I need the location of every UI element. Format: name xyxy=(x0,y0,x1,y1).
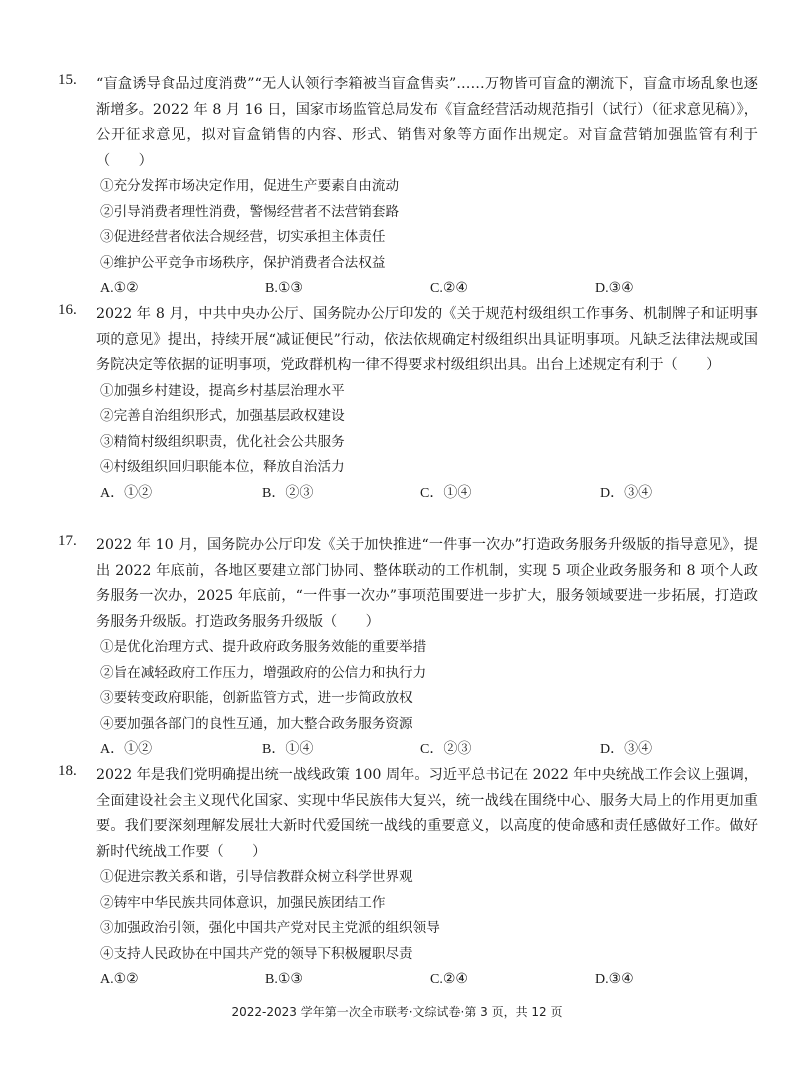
question-stem: 2022 年是我们党明确提出统一战线政策 100 周年。习近平总书记在 2022 年中央统战工作会议上强调，全面建设社会主义现代化国家、实现中华民族伟大复兴，统一战线在围绕中心、服务大局上的作用更加重要。我们要深刻理解发展壮大新时代爱国统一战线的重要意义，以高度的使命感和责任感做好工作。做好新时代统战工作要（ ） xyxy=(96,767,758,860)
statement-option: ①促进宗教关系和谐，引导信教群众树立科学世界观 xyxy=(100,869,413,885)
question-number: 17. xyxy=(58,533,77,549)
statement-option: ②完善自治组织形式，加强基层政权建设 xyxy=(100,408,345,424)
choice-a[interactable]: A.①② xyxy=(100,281,139,296)
statement-option: ③要转变政府职能，创新监管方式，进一步简政放权 xyxy=(100,690,413,706)
choice-d[interactable]: D.③④ xyxy=(595,972,634,987)
statement-option: ③促进经营者依法合规经营，切实承担主体责任 xyxy=(100,229,386,245)
question-stem: 2022 年 10 月，国务院办公厅印发《关于加快推进“一件事一次办”打造政务服务升级版的指导意见》，提出 2022 年底前，各地区要建立部门协同、整体联动的工作机制，实现 5 项企业政务服务和 8 项个人政务服务一次办，2025 年底前，“一件事一次办”事项范围要进一步扩大，服务领域要进一步拓展，打造政务服务升级版。打造政务服务升级版（ ） xyxy=(96,537,758,630)
question-number: 16. xyxy=(58,302,77,318)
statement-option: ②铸牢中华民族共同体意识，加强民族团结工作 xyxy=(100,894,386,911)
choice-d[interactable]: D．③④ xyxy=(600,485,653,501)
answer-choices xyxy=(100,737,758,763)
choice-c[interactable]: C．①④ xyxy=(420,485,472,501)
answer-choices xyxy=(100,276,758,302)
question-stem: 2022 年 8 月，中共中央办公厅、国务院办公厅印发的《关于规范村级组织工作事务、机制牌子和证明事项的意见》提出，持续开展“减证便民”行动，依法依规确定村级组织出具证明事项。凡缺乏法律法规或国务院决定等依据的证明事项，党政群机构一律不得要求村级组织出具。出台上述规定有利于（ ） xyxy=(96,306,758,373)
statement-option: ②引导消费者理性消费，警惕经营者不法营销套路 xyxy=(100,203,400,220)
choice-a[interactable]: A．①② xyxy=(100,485,153,501)
question-18 xyxy=(58,763,758,993)
answer-choices xyxy=(100,967,758,993)
choice-c[interactable]: C.②④ xyxy=(430,972,468,987)
statement-option: ③加强政治引领，强化中国共产党对民主党派的组织领导 xyxy=(100,920,440,936)
statement-option: ②旨在减轻政府工作压力，增强政府的公信力和执行力 xyxy=(100,664,427,681)
choice-b[interactable]: B．①④ xyxy=(262,742,314,757)
question-number: 15. xyxy=(58,72,77,88)
statement-option: ④维护公平竞争市场秩序，保护消费者合法权益 xyxy=(100,254,386,271)
page-footer: 2022-2023 学年第一次全市联考·文综试卷·第 3 页，共 12 页 xyxy=(231,1005,563,1019)
choice-c[interactable]: C．②③ xyxy=(420,742,472,757)
question-17 xyxy=(58,533,758,763)
choice-d[interactable]: D.③④ xyxy=(595,281,634,296)
statement-option: ①加强乡村建设，提高乡村基层治理水平 xyxy=(100,382,345,399)
question-stem: “盲盒诱导食品过度消费”“无人认领行李箱被当盲盒售卖”……万物皆可盲盒的潮流下，盲盒市场乱象也逐渐增多。2022 年 8 月 16 日，国家市场监管总局发布《盲盒经营活动规范指引（试行）（征求意见稿）》，公开征求意见，拟对盲盒销售的内容、形式、销售对象等方面作出规定。对盲盒营销加强监管有利于（ ） xyxy=(96,76,758,169)
choice-b[interactable]: B.①③ xyxy=(265,281,303,296)
answer-choices xyxy=(100,481,758,507)
question-15 xyxy=(58,72,758,302)
statement-option: ④村级组织回归职能本位，释放自治活力 xyxy=(100,459,345,475)
choice-b[interactable]: B．②③ xyxy=(262,485,314,501)
choice-b[interactable]: B.①③ xyxy=(265,972,303,987)
statement-option: ①充分发挥市场决定作用，促进生产要素自由流动 xyxy=(100,178,400,194)
choice-a[interactable]: A.①② xyxy=(100,972,139,987)
statement-option: ③精简村级组织职责，优化社会公共服务 xyxy=(100,433,345,450)
statement-option: ①是优化治理方式、提升政府政务服务效能的重要举措 xyxy=(100,639,427,655)
question-16 xyxy=(58,302,758,507)
choice-a[interactable]: A．①② xyxy=(100,742,153,757)
question-number: 18. xyxy=(58,763,77,779)
choice-c[interactable]: C.②④ xyxy=(430,281,468,296)
choice-d[interactable]: D．③④ xyxy=(600,742,653,757)
statement-option: ④支持人民政协在中国共产党的领导下积极履职尽责 xyxy=(100,945,413,962)
statement-option: ④要加强各部门的良性互通，加大整合政务服务资源 xyxy=(100,715,413,732)
